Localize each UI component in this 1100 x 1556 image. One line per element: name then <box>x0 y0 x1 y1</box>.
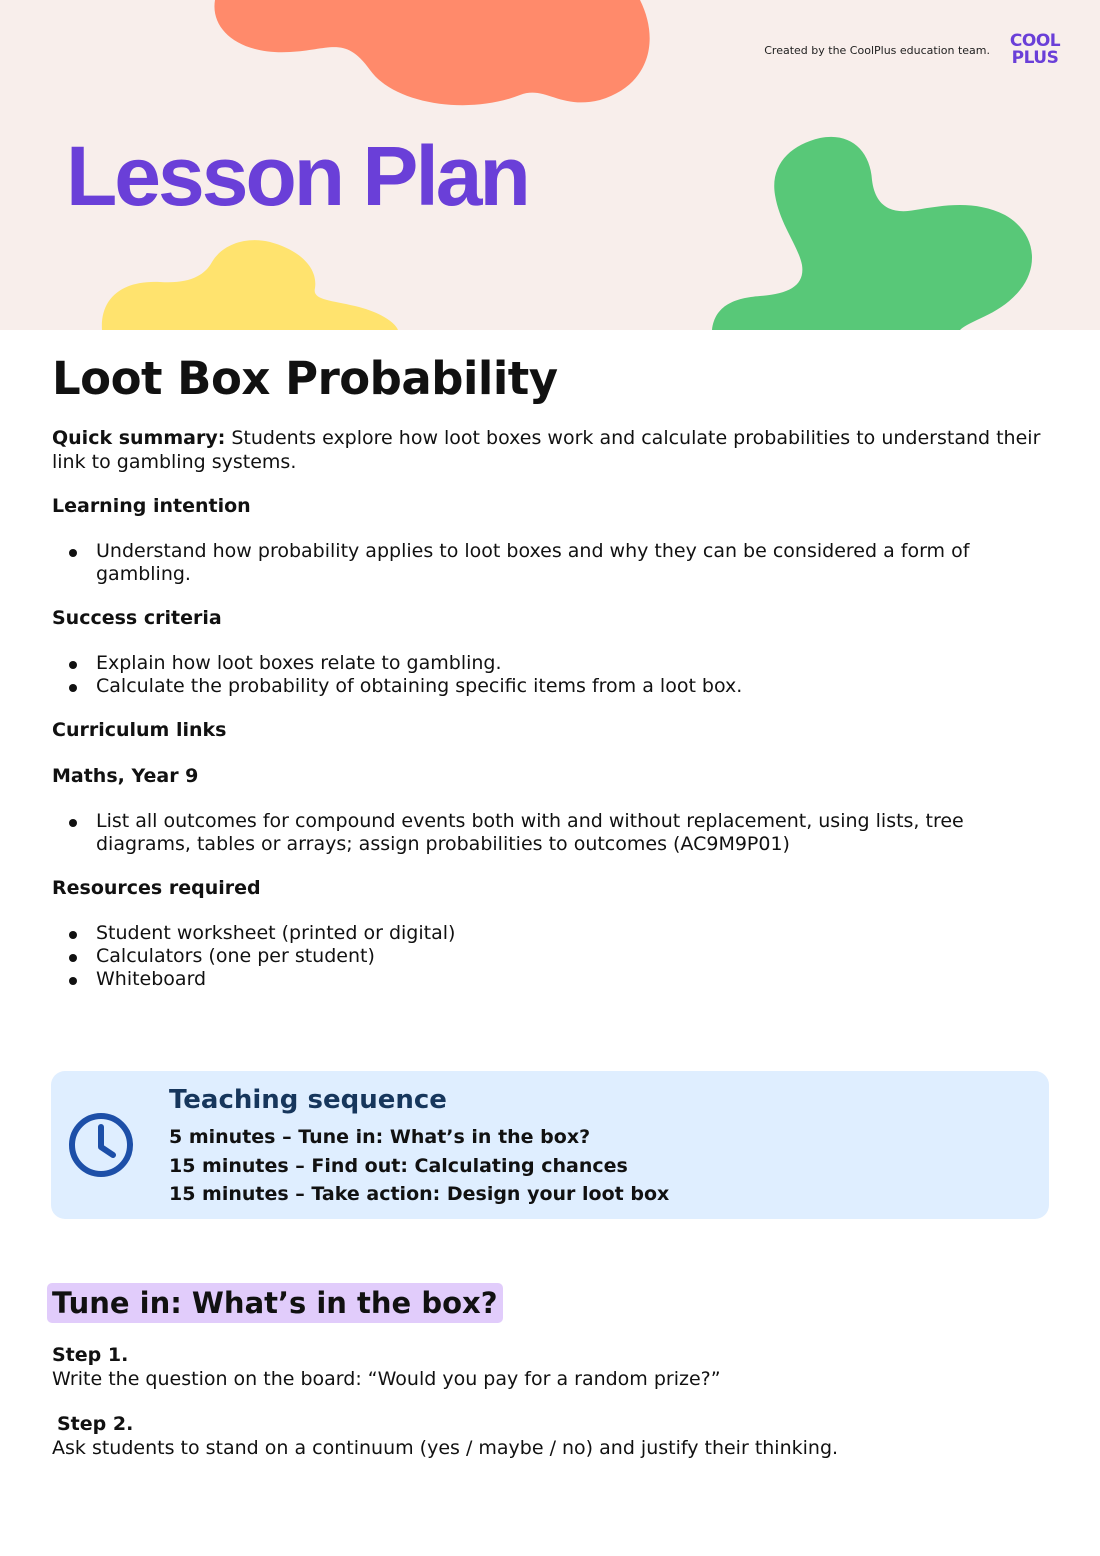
page-title: Lesson Plan <box>66 129 528 223</box>
coolplus-logo: COOL PLUS <box>1009 31 1061 68</box>
step-text: Write the question on the board: “Would you pay for a random prize?” <box>52 1368 721 1390</box>
learning-intention-heading: Learning intention <box>52 495 251 517</box>
clock-icon <box>67 1111 135 1179</box>
step-text: Ask students to stand on a continuum (yes / maybe / no) and justify their thinking. <box>52 1437 839 1459</box>
list-item: Explain how loot boxes relate to gambling. <box>52 652 1052 675</box>
list-item: Calculators (one per student) <box>52 945 1052 968</box>
teaching-sequence-list <box>169 1123 669 1209</box>
created-by-text: Created by the CoolPlus education team. <box>764 44 990 57</box>
green-blob <box>712 137 1032 330</box>
list-item: Whiteboard <box>52 968 1052 991</box>
summary-text: Students explore how loot boxes work and calculate probabilities to understand their link to gambling systems. <box>52 427 1041 473</box>
learning-intention-list <box>52 540 1052 586</box>
step-label: Step 1. <box>52 1344 129 1366</box>
teaching-sequence-box <box>51 1071 1049 1219</box>
sequence-item: 15 minutes – Take action: Design your loot box <box>169 1183 670 1205</box>
step-2 <box>52 1412 1052 1460</box>
list-item: List all outcomes for compound events both with and without replacement, using lists, tree diagrams, tables or arrays; assign probabilities to outcomes (AC9M9P01) <box>52 810 1052 856</box>
sequence-item: 15 minutes – Find out: Calculating chances <box>169 1154 628 1177</box>
quick-summary <box>52 426 1052 474</box>
header-banner <box>0 0 1100 330</box>
success-criteria-heading: Success criteria <box>52 607 222 629</box>
list-item: Understand how probability applies to loot boxes and why they can be considered a form of gambling. <box>52 540 1052 586</box>
resources-list <box>52 922 1052 991</box>
tune-in-heading: Tune in: What’s in the box? <box>47 1283 503 1323</box>
document-body <box>52 350 1052 1011</box>
summary-label: Quick summary: <box>52 427 226 449</box>
yellow-blob <box>102 240 398 330</box>
curriculum-list <box>52 810 1052 856</box>
lesson-title: Loot Box Probability <box>52 352 558 405</box>
teaching-sequence-title: Teaching sequence <box>169 1085 447 1115</box>
success-criteria-list <box>52 652 1052 698</box>
step-1 <box>52 1343 1052 1391</box>
orange-blob <box>214 0 649 105</box>
step-label: Step 2. <box>57 1413 134 1435</box>
list-item: Calculate the probability of obtaining specific items from a loot box. <box>52 675 1052 698</box>
resources-heading: Resources required <box>52 877 261 899</box>
curriculum-links-heading: Curriculum links <box>52 719 227 741</box>
curriculum-subheading: Maths, Year 9 <box>52 765 199 787</box>
list-item: Student worksheet (printed or digital) <box>52 922 1052 945</box>
sequence-item: 5 minutes – Tune in: What’s in the box? <box>169 1126 591 1148</box>
